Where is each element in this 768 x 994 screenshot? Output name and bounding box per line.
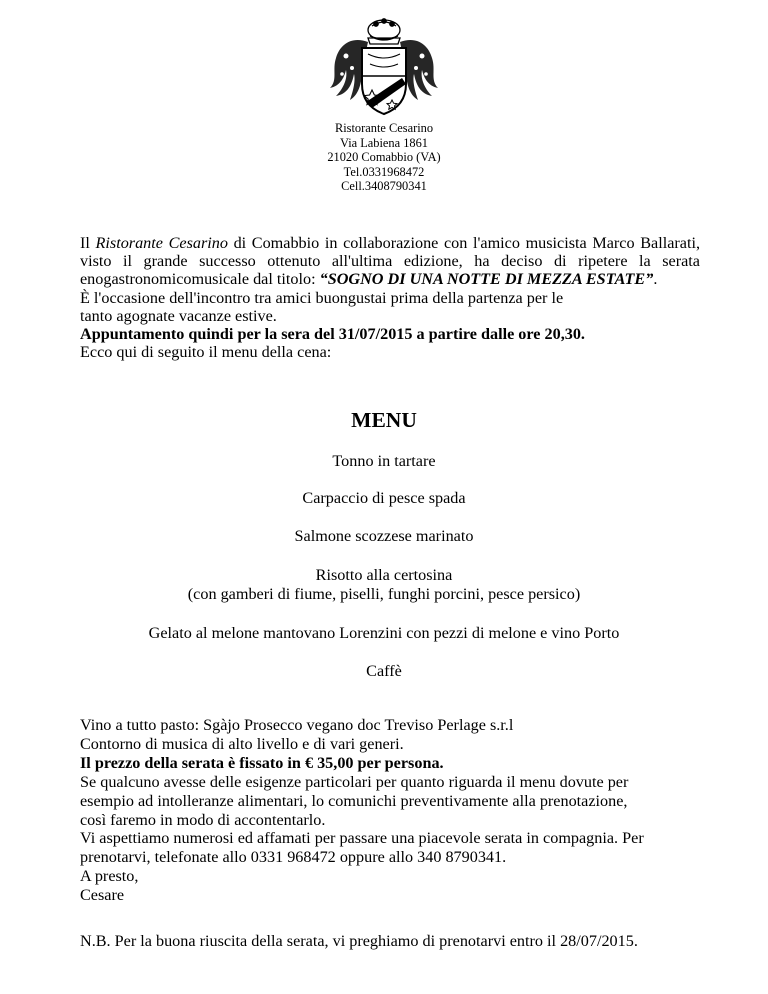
needs-line: così faremo in modo di accontentarlo. xyxy=(80,810,326,829)
booking-note: N.B. Per la buona riuscita della serata, vi preghiamo di prenotarvi entro il 28/07/2015. xyxy=(80,932,638,950)
greeting-line: A presto, xyxy=(80,867,139,886)
restaurant-address xyxy=(234,121,534,194)
address-line: Via Labiena 1861 xyxy=(339,135,429,150)
wine-line: Vino a tutto pasto: Sgàjo Prosecco vegano doc Treviso Perlage s.r.l xyxy=(80,716,514,734)
intro-text: di Comabbio in collaborazione con l'amico musicista Marco Ballarati, visto il grande successo ottenuto all'ultima edizione, ha deciso di ripetere la serata enogastronomicomusicale dal titolo: xyxy=(80,234,700,289)
needs-line: esempio ad intolleranze alimentari, lo comunichi preventivamente alla prenotazione, xyxy=(80,791,628,810)
outro-section xyxy=(80,716,720,905)
menu-item: Carpaccio di pesce spada xyxy=(302,489,466,507)
appointment-line: Appuntamento quindi per la sera del 31/07/2015 a partire dalle ore 20,30. xyxy=(80,325,585,344)
occasion-line: È l'occasione dell'incontro tra amici buongustai prima della partenza per le xyxy=(80,288,564,307)
price-line: Il prezzo della serata è fissato in € 35,00 per persona. xyxy=(80,753,444,772)
menu-item: Salmone scozzese marinato xyxy=(294,527,474,545)
event-title: “SOGNO DI UNA NOTTE DI MEZZA ESTATE” xyxy=(319,270,654,289)
intro-section xyxy=(80,234,700,361)
coat-of-arms-icon xyxy=(322,14,446,120)
occasion-line: tanto agognate vacanze estive. xyxy=(80,306,277,325)
signature: Cesare xyxy=(80,886,125,905)
menu-item: Caffè xyxy=(366,662,402,680)
menu-item: Gelato al melone mantovano Lorenzini con pezzi di melone e vino Porto xyxy=(148,624,620,642)
address-line: Ristorante Cesarino xyxy=(334,121,434,135)
address-mobile: Cell.3408790341 xyxy=(341,179,427,194)
restaurant-name: Ristorante Cesarino xyxy=(95,234,228,252)
needs-line: Se qualcuno avesse delle esigenze particolari per quanto riguarda il menu dovute per xyxy=(80,772,629,791)
music-line: Contorno di musica di alto livello e di vari generi. xyxy=(80,734,404,753)
address-line: 21020 Comabbio (VA) xyxy=(327,150,441,165)
invite-line: prenotarvi, telefonate allo 0331 968472 oppure allo 340 8790341. xyxy=(80,848,507,867)
intro-text: . xyxy=(653,270,658,289)
menu-item-note: (con gamberi di fiume, piselli, funghi porcini, pesce persico) xyxy=(187,585,581,603)
menu-item: Risotto alla certosina xyxy=(315,566,453,584)
menu-title: MENU xyxy=(351,408,417,432)
intro-paragraph xyxy=(80,234,700,289)
invite-line: Vi aspettiamo numerosi ed affamati per passare una piacevole serata in compagnia. Per xyxy=(80,829,644,848)
menu-item: Tonno in tartare xyxy=(332,452,436,470)
intro-text: Il xyxy=(80,234,96,252)
menu-intro-line: Ecco qui di seguito il menu della cena: xyxy=(80,343,332,362)
address-phone: Tel.0331968472 xyxy=(343,164,425,179)
